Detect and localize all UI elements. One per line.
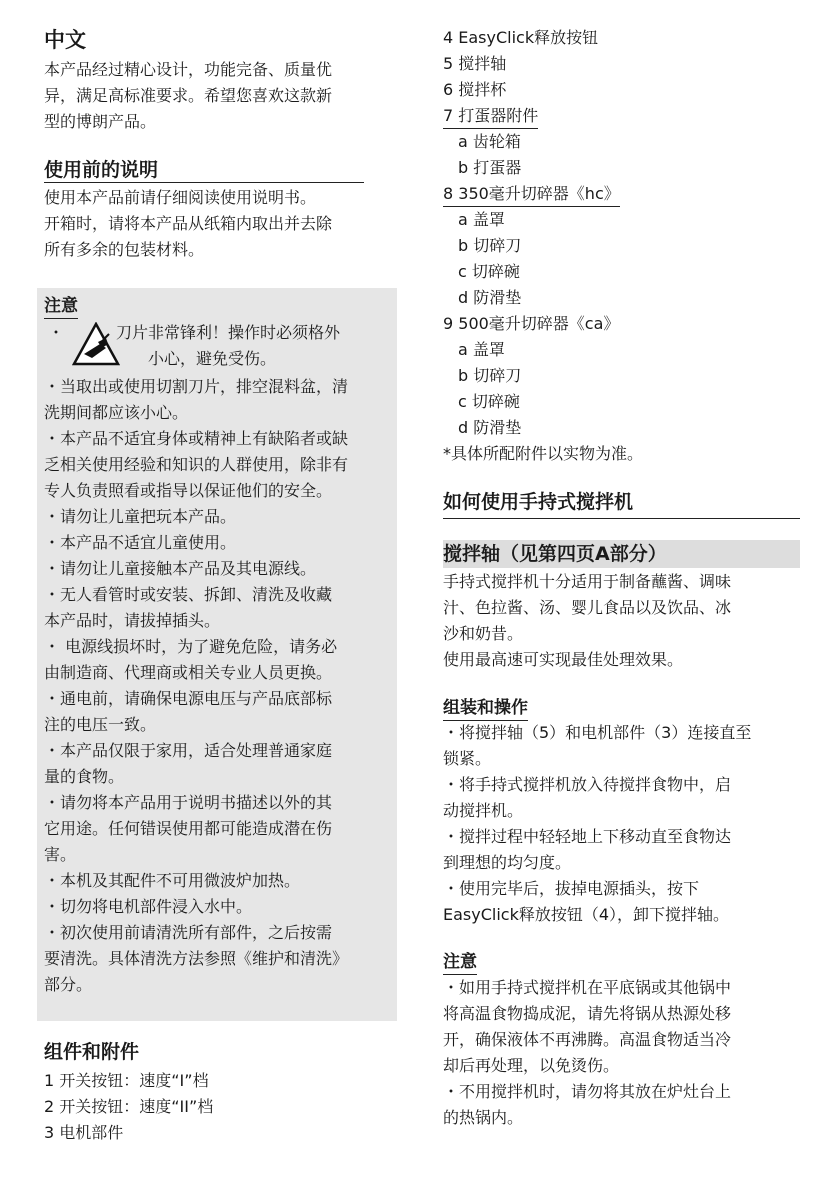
before-use-heading: 使用前的说明	[44, 158, 364, 183]
caution-line: ・本产品仅限于家用，适合处理普通家庭	[44, 741, 333, 760]
blade-warning	[44, 320, 397, 372]
caution-line: 部分。	[44, 975, 93, 994]
warning-triangle-icon	[72, 322, 120, 366]
caution-heading-wrap	[44, 294, 78, 319]
components-heading: 组件和附件	[44, 1041, 140, 1063]
caution-line: 洗期间都应该小心。	[44, 403, 189, 422]
before-use-paragraph	[44, 185, 397, 263]
intro-paragraph	[44, 57, 397, 135]
note-line: 将高温食物捣成泥，请先将锅从热源处移	[443, 1004, 732, 1023]
note-heading-wrap	[443, 950, 477, 975]
caution-line: 乏相关使用经验和知识的人群使用，除非有	[44, 455, 349, 474]
part-item: 6 搅拌杯	[443, 80, 507, 99]
assembly-heading: 组装和操作	[443, 696, 528, 721]
part-item-text: 7 打蛋器附件	[443, 104, 538, 129]
part-subitem: a 齿轮箱	[458, 132, 521, 151]
blade-warning-line: 小心，避免受伤。	[148, 349, 277, 368]
caution-line: ・无人看管时或安装、拆卸、清洗及收藏	[44, 585, 333, 604]
part-item-text: 8 350毫升切碎器《hc》	[443, 182, 620, 207]
part-subitem: a 盖罩	[458, 340, 505, 359]
caution-line: 由制造商、代理商或相关专业人员更换。	[44, 663, 333, 682]
before-use-line: 使用本产品前请仔细阅读使用说明书。	[44, 188, 317, 207]
assembly-line: ・将搅拌轴（5）和电机部件（3）连接直至	[443, 723, 752, 742]
caution-line: 量的食物。	[44, 767, 125, 786]
note-heading: 注意	[443, 950, 477, 975]
shaft-line: 使用最高速可实现最佳处理效果。	[443, 650, 684, 669]
component-item: 3 电机部件	[44, 1123, 124, 1142]
howto-heading: 如何使用手持式搅拌机	[443, 490, 800, 519]
language-heading: 中文	[44, 28, 86, 52]
assembly-line: ・将手持式搅拌机放入待搅拌食物中，启	[443, 775, 732, 794]
note-line: 却后再处理，以免烫伤。	[443, 1056, 620, 1075]
intro-line: 异，满足高标准要求。希望您喜欢这款新	[44, 86, 333, 105]
caution-line: ・本机及其配件不可用微波炉加热。	[44, 871, 301, 890]
assembly-list	[443, 720, 800, 928]
part-subitem: a 盖罩	[458, 210, 505, 229]
part-subitem: c 切碎碗	[458, 262, 520, 281]
parts-list	[443, 25, 800, 467]
part-subitem: b 打蛋器	[458, 158, 522, 177]
note-line: ・如用手持式搅拌机在平底锅或其他锅中	[443, 978, 732, 997]
caution-line: ・本产品不适宜身体或精神上有缺陷者或缺	[44, 429, 349, 448]
assembly-heading-wrap	[443, 696, 528, 721]
note-list	[443, 975, 800, 1131]
assembly-line: EasyClick释放按钮（4），卸下搅拌轴。	[443, 905, 730, 924]
caution-line: 专人负责照看或指导以保证他们的安全。	[44, 481, 333, 500]
assembly-line: ・使用完毕后，拔掉电源插头，按下	[443, 879, 700, 898]
shaft-paragraph	[443, 569, 800, 673]
note-line: 开，确保液体不再沸腾。高温食物适当冷	[443, 1030, 732, 1049]
caution-line: ・请勿让儿童把玩本产品。	[44, 507, 237, 526]
assembly-line: 动搅拌机。	[443, 801, 524, 820]
intro-line: 本产品经过精心设计，功能完备、质量优	[44, 60, 333, 79]
part-item-underlined	[443, 181, 800, 207]
caution-line: 本产品时，请拔掉插头。	[44, 611, 221, 630]
caution-heading: 注意	[44, 294, 78, 319]
part-item: 4 EasyClick释放按钮	[443, 28, 599, 47]
part-subitem: d 防滑垫	[458, 288, 522, 307]
caution-line: 害。	[44, 845, 77, 864]
caution-list	[44, 374, 397, 998]
caution-line: ・切勿将电机部件浸入水中。	[44, 897, 253, 916]
caution-line: ・请勿让儿童接触本产品及其电源线。	[44, 559, 317, 578]
caution-line: ・请勿将本产品用于说明书描述以外的其	[44, 793, 333, 812]
assembly-line: 锁紧。	[443, 749, 492, 768]
component-item: 1 开关按钮：速度“I”档	[44, 1071, 209, 1090]
part-subitem: b 切碎刀	[458, 366, 522, 385]
assembly-line: 到理想的均匀度。	[443, 853, 572, 872]
caution-line: ・初次使用前请清洗所有部件，之后按需	[44, 923, 333, 942]
caution-line: 注的电压一致。	[44, 715, 157, 734]
bullet-dot: ・	[48, 323, 65, 342]
before-use-line: 所有多余的包装材料。	[44, 240, 205, 259]
part-item: 5 搅拌轴	[443, 54, 507, 73]
part-subitem: b 切碎刀	[458, 236, 522, 255]
components-list	[44, 1068, 397, 1146]
part-subitem: c 切碎碗	[458, 392, 520, 411]
assembly-line: ・搅拌过程中轻轻地上下移动直至食物达	[443, 827, 732, 846]
part-footnote: *具体所配附件以实物为准。	[443, 444, 644, 463]
caution-line: ・通电前，请确保电源电压与产品底部标	[44, 689, 333, 708]
part-item-underlined	[443, 103, 800, 129]
caution-line: 它用途。任何错误使用都可能造成潜在伤	[44, 819, 333, 838]
shaft-heading: 搅拌轴（见第四页A部分）	[443, 540, 800, 568]
blade-warning-line: 刀片非常锋利！操作时必须格外	[116, 323, 341, 342]
caution-line: ・ 电源线损坏时，为了避免危险，请务必	[44, 637, 338, 656]
note-line: 的热锅内。	[443, 1108, 524, 1127]
caution-line: ・当取出或使用切割刀片，排空混料盆，清	[44, 377, 349, 396]
part-item: 9 500毫升切碎器《ca》	[443, 314, 620, 333]
part-subitem: d 防滑垫	[458, 418, 522, 437]
shaft-line: 手持式搅拌机十分适用于制备蘸酱、调味	[443, 572, 732, 591]
before-use-line: 开箱时，请将本产品从纸箱内取出并去除	[44, 214, 333, 233]
shaft-line: 沙和奶昔。	[443, 624, 524, 643]
caution-line: 要清洗。具体清洗方法参照《维护和清洗》	[44, 949, 349, 968]
component-item: 2 开关按钮：速度“II”档	[44, 1097, 214, 1116]
note-line: ・不用搅拌机时，请勿将其放在炉灶台上	[443, 1082, 732, 1101]
caution-line: ・本产品不适宜儿童使用。	[44, 533, 237, 552]
shaft-line: 汁、色拉酱、汤、婴儿食品以及饮品、冰	[443, 598, 732, 617]
intro-line: 型的博朗产品。	[44, 112, 157, 131]
